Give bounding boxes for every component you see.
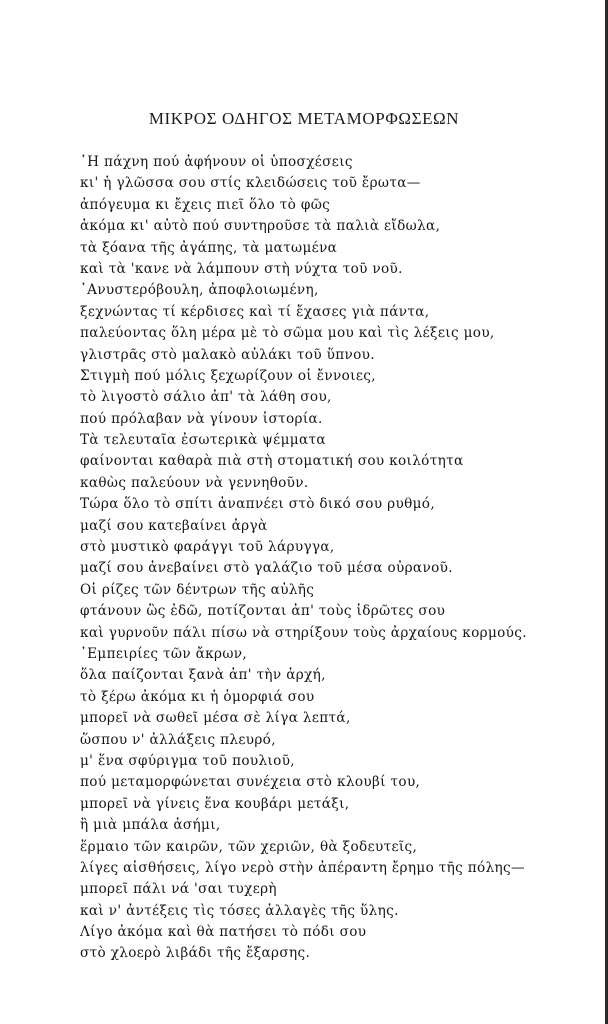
poem-line: τὸ λιγοστὸ σάλιο ἀπ' τὰ λάθη σου, — [80, 389, 332, 406]
poem-line: ἢ μιὰ μπάλα ἀσήμι, — [80, 817, 221, 834]
poem-line: ὅλα παίζονται ξανὰ ἀπ' τὴν ἀρχή, — [80, 667, 326, 684]
poem-line: πού πρόλαβαν νὰ γίνουν ἱστορία. — [80, 410, 323, 427]
poem-line: στὸ χλοερὸ λιβάδι τῆς ἔξαρσης. — [80, 945, 311, 962]
poem-line: μπορεῖ πάλι νά 'σαι τυχερὴ — [80, 881, 277, 898]
poem-line: Στιγμὴ πού μόλις ξεχωρίζουν οἱ ἔννοιες, — [80, 367, 376, 384]
poem-line: Οἱ ρίζες τῶν δέντρων τῆς αὐλῆς — [80, 581, 315, 598]
poem-body — [80, 152, 580, 965]
poem-line: φαίνονται καθαρὰ πιὰ στὴ στοματική σου κοιλότητα — [80, 453, 464, 470]
poem-title: ΜΙΚΡΟΣ ΟΔΗΓΟΣ ΜΕΤΑΜΟΡΦΩΣΕΩΝ — [148, 109, 460, 128]
poem-line: ὥσπου ν' ἀλλάξεις πλευρό, — [80, 731, 276, 748]
poem-line: μπορεῖ νὰ γίνεις ἕνα κουβάρι μετάξι, — [80, 795, 350, 812]
poem-line: τὸ ξέρω ἀκόμα κι ἡ ὁμορφιά σου — [80, 688, 315, 705]
poem-line: ἀπόγευμα κι ἔχεις πιεῖ ὅλο τὸ φῶς — [80, 196, 331, 213]
poem-line: καὶ ν' ἀντέξεις τὶς τόσες ἀλλαγὲς τῆς ὕλης. — [80, 902, 399, 919]
poem-line: καθὼς παλεύουν νὰ γεννηθοῦν. — [80, 474, 309, 491]
poem-line: πού μεταμορφώνεται συνέχεια στὸ κλουβί του, — [80, 774, 421, 791]
poem-line: καὶ γυρνοῦν πάλι πίσω νὰ στηρίξουν τοὺς ἀρχαίους κορμούς. — [80, 624, 527, 641]
poem-line: τὰ ξόανα τῆς ἀγάπης, τὰ ματωμένα — [80, 239, 338, 256]
poem-line: στὸ μυστικὸ φαράγγι τοῦ λάρυγγα, — [80, 539, 335, 556]
poem-line: ξεχνώντας τί κέρδισες καὶ τί ἔχασες γιὰ πάντα, — [80, 303, 430, 320]
poem-line: ἀκόμα κι' αὐτὸ πού συντηροῦσε τὰ παλιὰ εἴδωλα, — [80, 218, 441, 235]
poem-line: Λίγο ἀκόμα καὶ θὰ πατήσει τὸ πόδι σου — [80, 924, 367, 941]
poem-line: παλεύοντας ὅλη μέρα μὲ τὸ σῶμα μου καὶ τὶς λέξεις μου, — [80, 325, 495, 342]
poem-line: ῾Η πάχνη πού ἀφήνουν οἱ ὑποσχέσεις — [80, 154, 353, 170]
poem-line: ᾿Ανυστερόβουλη, ἀποφλοιωμένη, — [80, 282, 319, 299]
poem-line: ἕρμαιο τῶν καιρῶν, τῶν χεριῶν, θὰ ξοδευτεῖς, — [80, 838, 418, 855]
poem-line: κι' ἡ γλῶσσα σου στίς κλειδώσεις τοῦ ἔρωτα— — [80, 175, 421, 192]
poem-line: Τώρα ὅλο τὸ σπίτι ἀναπνέει στὸ δικό σου ρυθμό, — [80, 496, 435, 513]
poem-line: καὶ τὰ 'κανε νὰ λάμπουν στὴ νύχτα τοῦ νοῦ. — [80, 260, 403, 277]
poem-line: Τὰ τελευταῖα ἐσωτερικὰ ψέμματα — [80, 432, 326, 449]
poem-line: ᾿Εμπειρίες τῶν ἄκρων, — [80, 645, 248, 662]
poem-line: μ' ἕνα σφύριγμα τοῦ πουλιοῦ, — [80, 752, 295, 769]
poem-line: μπορεῖ νὰ σωθεῖ μέσα σὲ λίγα λεπτά, — [80, 710, 351, 727]
poem-line: λίγες αἰσθήσεις, λίγο νερὸ στὴν ἀπέραντη ἔρημο τῆς πόλης— — [80, 859, 525, 876]
poem-line: μαζί σου ἀνεβαίνει στὸ γαλάζιο τοῦ μέσα οὐρανοῦ. — [80, 560, 453, 577]
poem-line: γλιστρᾶς στὸ μαλακὸ αὐλάκι τοῦ ὕπνου. — [80, 346, 375, 363]
poem-line: μαζί σου κατεβαίνει ἀργὰ — [80, 517, 268, 534]
poem-line: φτάνουν ὣς ἐδῶ, ποτίζονται ἀπ' τοὺς ἱδρῶτες σου — [80, 603, 446, 620]
